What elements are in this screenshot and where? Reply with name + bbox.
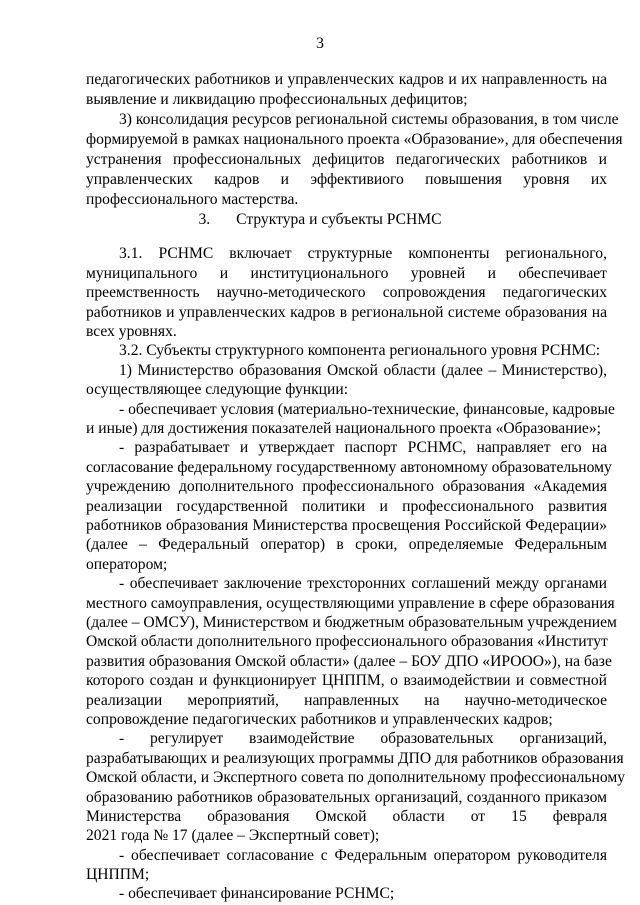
text-line: - разрабатывает и утверждает паспорт РСНМС, направляет его на [119,439,607,456]
text-line: - обеспечивает согласование с Федеральным оператором руководителя [119,847,607,864]
text-line: местного самоуправления, осуществляющими управление в сфере образования [86,595,615,612]
text-line: педагогических работников и управленческих кадров и их направленность на [86,71,607,88]
text-line: реализации государственной политики и профессионального развития [86,498,607,515]
text-line: устранения профессиональных дефицитов педагогических работников и [86,151,607,168]
section-number: 3. [198,211,211,228]
text-line: согласование федеральному государственному автономному образовательному [86,459,612,476]
text-line: - регулирует взаимодействие образовательных организаций, [119,730,607,747]
text-line: работников и управленческих кадров в региональной системе образования на [86,304,607,321]
text-line: которого создан и функционирует ЦНППМ, о взаимодействии и совместной [86,672,607,689]
text-line: осуществляющее следующие функции: [86,381,349,398]
text-line: сопровождение педагогических работников и управленческих кадров; [86,711,553,728]
text-line: работников образования Министерства просвещения Российской Федерации» [86,517,607,534]
text-line: учреждению дополнительного профессионального образования «Академия [86,478,607,495]
text-line: разрабатывающих и реализующих программы ДПО для работников образования [86,750,624,767]
text-line: Омской области, и Экспертного совета по дополнительному профессиональному [86,769,626,786]
text-line: всех уровнях. [86,323,177,340]
text-line: 1) Министерство образования Омской области (далее – Министерство), [119,362,607,379]
text-line: преемственность научно-методического сопровождения педагогических [86,284,607,301]
text-line: ЦНППМ; [86,866,150,883]
page-number: 3 [316,35,324,52]
text-line: - обеспечивает заключение трехсторонних соглашений между органами [119,575,607,592]
text-line: профессионального мастерства. [86,191,299,208]
text-line: и иные) для достижения показателей национального проекта «Образование»; [86,420,601,437]
section-title: Структура и субъекты РСНМС [236,211,442,228]
text-line: (далее – Федеральный оператор) в сроки, определяемые Федеральным [86,536,607,553]
section-heading [0,210,640,230]
text-line: 3.1. РСНМС включает структурные компоненты регионального, [119,245,607,262]
text-line: муниципального и институционального уровней и обеспечивает [86,265,607,282]
text-line: формируемой в рамках национального проекта «Образование», для обеспечения [86,131,623,148]
text-line: - обеспечивает условия (материально-технические, финансовые, кадровые [119,401,615,418]
text-line: (далее – ОМСУ), Министерством и бюджетным образовательным учреждением [86,614,617,631]
text-line: Омской области дополнительного профессионального образования «Институт [86,633,608,650]
text-line: Министерства образования Омской области от 15 февраля [86,808,607,825]
text-line: выявление и ликвидацию профессиональных дефицитов; [86,91,468,108]
text-line: оператором; [86,556,168,573]
text-line: 2021 года № 17 (далее – Экспертный совет); [86,827,380,844]
text-line: 3) консолидация ресурсов региональной системы образования, в том числе [119,111,619,128]
text-line: управленческих кадров и эффективиого повышения уровня их [86,171,607,188]
text-line: развития образования Омской области» (далее – БОУ ДПО «ИРООО»), на базе [86,653,612,670]
text-line: образованию работников образовательных организаций, созданного приказом [86,789,607,806]
text-line: - обеспечивает финансирование РСНМС; [119,885,395,902]
text-line: 3.2. Субъекты структурного компонента регионального уровня РСНМС: [119,342,601,359]
text-line: реализации мероприятий, направленных на научно-методическое [86,692,607,709]
